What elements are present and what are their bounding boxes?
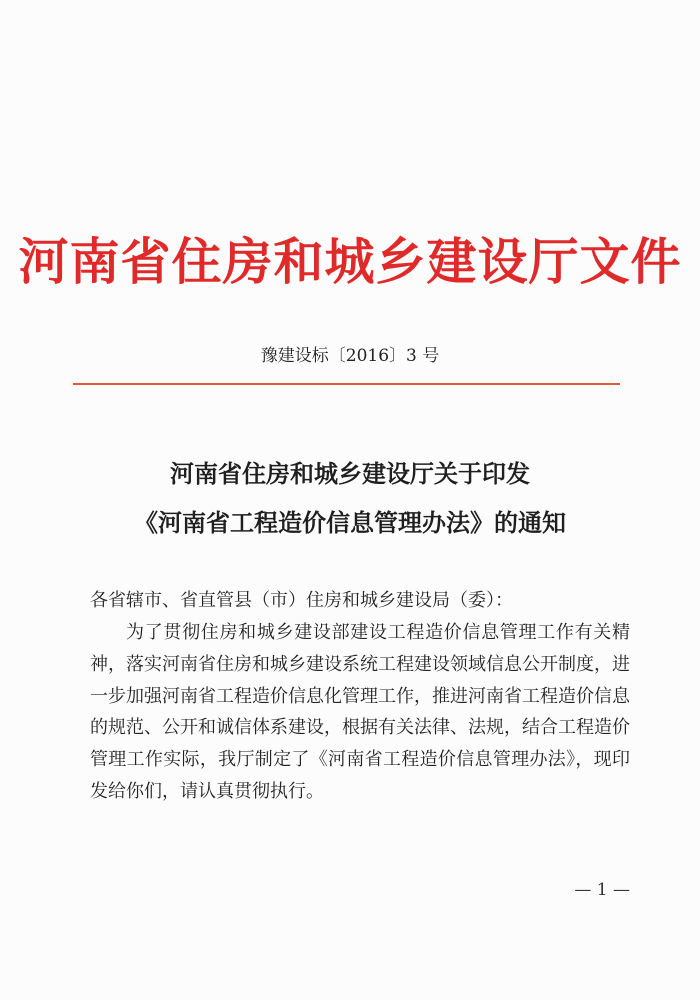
page-number: — 1 —	[574, 880, 630, 900]
document-number: 豫建设标〔2016〕3 号	[260, 346, 440, 366]
salutation: 各省辖市、省直管县（市）住房和城乡建设局（委）：	[90, 590, 513, 611]
document-header-title: 河南省住房和城乡建设厅文件	[18, 233, 682, 291]
body-paragraph: 为了贯彻住房和城乡建设部建设工程造价信息管理工作有关精神，落实河南省住房和城乡建设系统工程建设领域信息公开制度，进一步加强河南省工程造价信息化管理工作，推进河南省工程造价信息的规范、公开和诚信体系建设，根据有关法律、法规，结合工程造价管理工作实际，我厅制定了《河南省工程造价信息管理办法》，现印发给你们，请认真贯彻执行。	[90, 622, 630, 802]
notice-title-line-2: 《河南省工程造价信息管理办法》的通知	[134, 508, 566, 537]
red-divider-line	[73, 383, 620, 385]
notice-title-line-1: 河南省住房和城乡建设厅关于印发	[170, 459, 530, 488]
